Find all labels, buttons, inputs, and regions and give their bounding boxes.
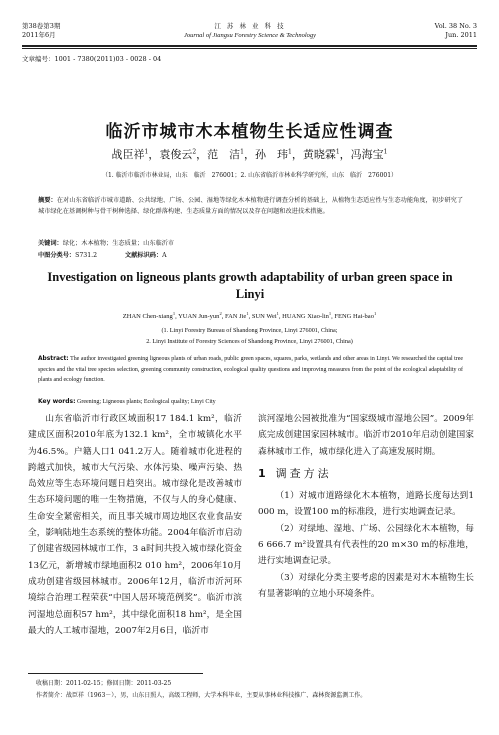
authors-en: ZHAN Chen-xiang$^1$, YUAN Jun-yun$^2$, FAN Jie$^1$, SUN Wei$^1$, HUANG Xiao-lin$^1$, FENG Hai-bao$^1$ [122,311,377,321]
author-affil-sup: 1 [373,311,377,316]
classification-zh [38,250,167,259]
doc-code-label: 文献标识码： [125,252,163,259]
author-en: ZHAN Chen-xiang [122,313,173,321]
author-affil-sup: 1 [144,148,149,156]
abstract-zh [38,196,463,217]
section-title: 调查方法 [275,466,332,480]
author-affil-sup: 1 [246,311,249,316]
author-zh: 孙 玮 [255,148,288,161]
keywords-label-en: Key words: [38,398,76,405]
keywords-text-en: Greening; Ligneous plants; Ecological quality; Linyi City [77,399,216,405]
affiliation-zh: （1. 临沂市临沂市林业局，山东 临沂 276001；2. 山东省临沂市林业科学研究所，山东 临沂 276001） [101,172,398,179]
author-affil-sup: 1 [172,311,176,316]
journal-name-en: Journal of Jiangsu Forestry Science & Technology [183,32,317,39]
article-number: 文章编号：1001 - 7380(2011)03 - 0028 - 04 [22,55,162,63]
doc-code-value: A [162,252,167,259]
abstract-en [38,354,463,386]
author-affil-sup: 1 [328,311,332,316]
keywords-label-zh: 关键词： [38,240,63,247]
affiliation-en [0,326,499,347]
method-item: （3）对绿化分类主要考虑的因素是对木本植物生长有显著影响的立地小环境条件。 [258,572,474,599]
paper-title-zh: 临沂市城市木本植物生长适应性调查 [105,122,394,142]
footnote-rule [28,673,203,674]
keywords-text-zh: 绿化；木本植物；生态质量；山东临沂市 [62,240,175,247]
author-affil-sup: 1 [276,311,279,316]
date-zh: 2011年6月 [22,31,56,39]
header-rule-thin [22,48,477,49]
journal-name-zh: 江 苏 林 业 科 技 [214,22,286,30]
footnote-received: 收稿日期：2011-02-15；修回日期：2011-03-25 [36,680,172,687]
author-zh: 战臣祥 [111,148,145,161]
author-en: HUANG Xiao-lin [282,313,329,321]
author-zh: 黄晓霖 [302,148,336,161]
authors-zh: 战臣祥$^1$，袁俊云$^2$，范 洁$^1$，孙 玮$^1$，黄晓霖$^1$，冯海宝$^1$ [111,148,388,161]
author-zh: 袁俊云 [159,148,193,161]
volume-issue-en: Vol. 38 No. 3 [434,22,477,30]
body-column-left [28,411,242,639]
body-column-right [258,411,474,602]
author-en: SUN Wei [251,313,277,321]
abstract-label-zh: 摘要： [38,197,57,204]
keywords-en [38,398,216,405]
header-rule-thick [22,45,477,47]
clc-value: S731.2 [75,252,98,259]
section-heading [258,466,474,482]
running-header-left [22,22,60,40]
author-en: FAN Jie [224,313,247,321]
section-number: 1 [258,466,266,480]
volume-issue-zh: 第38卷第3期 [22,22,61,30]
abstract-text-zh: 在对山东省临沂市城市道路、公共绿地、广场、公园、湿地等绿化木本植物进行调查分析的基础上，从植物生态适应性与生态功能角度，初步研究了城市绿化在基调树种与骨干树种选择、绿化群落构建、生态质量方面的情况以及存在问题和改进技术措施。 [38,197,464,215]
author-zh: 冯海宝 [350,148,384,161]
body-paragraph: 滨河湿地公园被批准为“国家级城市湿地公园”。2009年底完成创建国家园林城市。临沂市2010年启动创建国家森林城市工作，城市绿化进入了高速发展时期。 [258,414,474,457]
author-affil-sup: 2 [192,148,197,156]
method-item: （1）对城市道路绿化木本植物，道路长度每达到1 000 m，设置100 m的标准段，进行实地调查记录。 [258,491,474,518]
abstract-label-en: Abstract: [38,356,69,362]
footnote-author-bio: 作者简介：战臣祥（1963－），男，山东日照人，高级工程师，大学本科毕业，主要从事林业科技推广、森林资源监测工作。 [36,692,367,699]
author-affil-sup: 2 [219,311,222,316]
date-en: Jun. 2011 [445,31,477,39]
abstract-text-en: The author investigated greening ligneous plants of urban roads, public green spaces, squares, parks, wetlands and other areas in Linyi. We researched the capital tree species and the vital tree species selection, greening community construction, ecological quality questions and improving measures from the point of the ecological adaptability of plants and ecology function. [38,356,463,383]
author-zh: 范 洁 [207,148,241,161]
affiliation-en-line: (1. Linyi Forestry Bureau of Shandong Province, Linyi 276001, China; [161,327,338,334]
author-affil-sup: 1 [240,148,244,156]
running-header-center [150,22,350,40]
affiliation-en-line: 2. Linyi Institute of Forestry Sciences of Shandong Province, Linyi 276001, China) [146,337,353,345]
author-affil-sup: 1 [383,148,388,156]
author-en: YUAN Jun-yun [178,313,220,321]
author-affil-sup: 1 [335,148,340,156]
clc-label: 中图分类号： [38,252,76,259]
running-header-right [388,22,477,40]
author-affil-sup: 1 [288,148,292,156]
keywords-zh [38,238,174,247]
paper-title-en: Investigation on ligneous plants growth adaptability of urban green space in Linyi [47,270,453,301]
method-item: （2）对绿地、湿地、广场、公园绿化木本植物，每6 666.7 m²设置具有代表性的20 m×30 m的标准地，进行实地调查记录。 [258,523,474,567]
body-paragraph: 山东省临沂市行政区域面积17 184.1 km²，临沂建成区面积2010年底为132.1 km²，全市城镇化水平为46.5%。户籍人口1 041.2万人。随着城市化进程的跨越式加快，城市大气污染、水体污染、噪声污染、热岛效应等生态环境问题日趋突出。城市绿化是改善城市生态环境问题的唯一生物措施，不仅与人的身心健康、生命安全紧密相关，而且事关城市周边地区农业食品安全，影响陆地生态系统的整体功能。2004年临沂市启动了创建省级园林城市工作，3 a时间共投入城市绿化资金13亿元，新增城市绿地面积2 010 hm²，2006年10月成功创建省级园林城市。2006年12月，临沂市沂河环境综合治理工程荣获“中国人居环境范例奖”。临沂市滨河湿地总面积57 hm²，其中绿化面积18 hm²，是全国最大的人工城市湿地，2007年2月6日，临沂市 [28,414,242,636]
author-en: FENG Hai-bao [334,313,374,321]
